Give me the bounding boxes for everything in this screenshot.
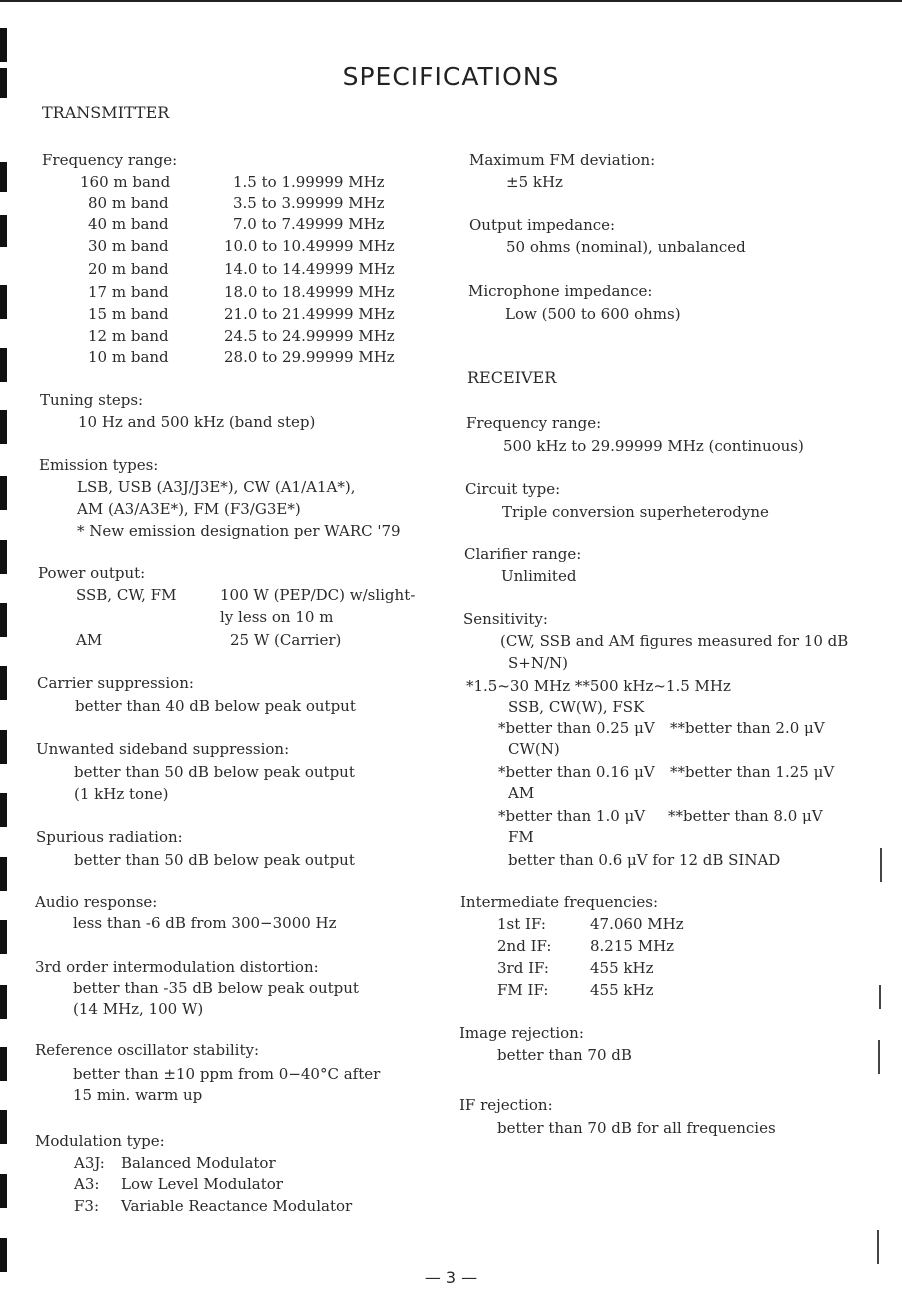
modulation-desc: Low Level Modulator — [121, 1175, 283, 1193]
mic-impedance-label: Microphone impedance: — [468, 282, 653, 300]
spurious-radiation-value: better than 50 dB below peak output — [74, 851, 355, 869]
clarifier-range-label: Clarifier range: — [464, 545, 582, 563]
band-range: 21.0 to 21.49999 MHz — [224, 305, 395, 323]
band-name: 30 m band — [88, 237, 169, 255]
if-rejection-value: better than 70 dB for all frequencies — [497, 1119, 776, 1137]
if-value: 455 kHz — [590, 959, 654, 977]
sensitivity-cwn-b: **better than 1.25 μV — [670, 763, 835, 781]
binder-mark — [0, 348, 7, 382]
binder-mark — [0, 215, 7, 247]
band-range: 10.0 to 10.49999 MHz — [224, 237, 395, 255]
power-output-label: Power output: — [38, 564, 146, 582]
tx-frequency-range-label: Frequency range: — [42, 151, 178, 169]
audio-response-value: less than -6 dB from 300−3000 Hz — [73, 914, 337, 932]
binder-mark — [0, 603, 7, 637]
band-name: 80 m band — [88, 194, 169, 212]
spurious-radiation-label: Spurious radiation: — [36, 828, 183, 846]
sensitivity-bands: *1.5~30 MHz **500 kHz~1.5 MHz — [466, 677, 731, 695]
power-output-mode-am: AM — [76, 631, 103, 649]
sensitivity-ssb-a: *better than 0.25 μV — [498, 719, 655, 737]
if-name: 1st IF: — [497, 915, 546, 933]
binder-mark — [0, 1110, 7, 1144]
binder-mark — [0, 730, 7, 764]
band-range: 3.5 to 3.99999 MHz — [233, 194, 385, 212]
tuning-steps-value: 10 Hz and 500 kHz (band step) — [78, 413, 316, 431]
band-name: 160 m band — [80, 173, 171, 191]
edge-mark — [880, 848, 882, 882]
output-impedance-value: 50 ohms (nominal), unbalanced — [506, 238, 746, 256]
sensitivity-label: Sensitivity: — [463, 610, 548, 628]
audio-response-label: Audio response: — [35, 893, 158, 911]
page-number: — 3 — — [424, 1268, 478, 1287]
modulation-desc: Variable Reactance Modulator — [121, 1197, 353, 1215]
binder-mark — [0, 920, 7, 954]
emission-types-line2: AM (A3/A3E*), FM (F3/G3E*) — [77, 500, 301, 518]
sensitivity-am-a: *better than 1.0 μV — [498, 807, 646, 825]
mic-impedance-value: Low (500 to 600 ohms) — [505, 305, 681, 323]
tuning-steps-label: Tuning steps: — [40, 391, 144, 409]
band-name: 40 m band — [88, 215, 169, 233]
if-name: 2nd IF: — [497, 937, 552, 955]
binder-mark — [0, 857, 7, 891]
sensitivity-note: (CW, SSB and AM figures measured for 10 dB — [500, 632, 849, 650]
top-rule — [0, 0, 902, 2]
band-name: 10 m band — [88, 348, 169, 366]
sensitivity-fm-label: FM — [508, 828, 534, 846]
binder-mark — [0, 985, 7, 1019]
sensitivity-cwn-label: CW(N) — [508, 740, 560, 758]
band-range: 28.0 to 29.99999 MHz — [224, 348, 395, 366]
imd-value: better than -35 dB below peak output — [73, 979, 359, 997]
band-name: 12 m band — [88, 327, 169, 345]
edge-mark — [877, 1230, 879, 1264]
max-fm-deviation-value: ±5 kHz — [506, 173, 563, 191]
if-rejection-label: IF rejection: — [459, 1096, 553, 1114]
band-name: 20 m band — [88, 260, 169, 278]
modulation-code: F3: — [74, 1197, 100, 1215]
unwanted-sideband-note: (1 kHz tone) — [74, 785, 169, 803]
power-output-value-ssb-cont: ly less on 10 m — [220, 608, 334, 626]
band-name: 17 m band — [88, 283, 169, 301]
if-value: 47.060 MHz — [590, 915, 684, 933]
power-output-mode-ssb: SSB, CW, FM — [76, 586, 177, 604]
binder-mark — [0, 476, 7, 510]
if-name: FM IF: — [497, 981, 549, 999]
image-rejection-label: Image rejection: — [459, 1024, 584, 1042]
circuit-type-value: Triple conversion superheterodyne — [502, 503, 769, 521]
emission-types-note: * New emission designation per WARC '79 — [77, 522, 401, 540]
page-title: SPECIFICATIONS — [342, 62, 560, 91]
sensitivity-ssb-b: **better than 2.0 μV — [670, 719, 825, 737]
receiver-heading: RECEIVER — [467, 368, 557, 387]
imd-note: (14 MHz, 100 W) — [73, 1000, 204, 1018]
modulation-code: A3: — [74, 1175, 100, 1193]
power-output-value-ssb: 100 W (PEP/DC) w/slight- — [220, 586, 416, 604]
modulation-type-label: Modulation type: — [35, 1132, 165, 1150]
ref-osc-label: Reference oscillator stability: — [35, 1041, 260, 1059]
sensitivity-note-cont: S+N/N) — [508, 654, 568, 672]
output-impedance-label: Output impedance: — [469, 216, 616, 234]
binder-mark — [0, 666, 7, 700]
binder-mark — [0, 162, 7, 192]
band-range: 1.5 to 1.99999 MHz — [233, 173, 385, 191]
edge-mark — [879, 985, 881, 1009]
ref-osc-line1: better than ±10 ppm from 0−40°C after — [73, 1065, 381, 1083]
sensitivity-ssb-label: SSB, CW(W), FSK — [508, 698, 645, 716]
binder-mark — [0, 1238, 7, 1272]
unwanted-sideband-value: better than 50 dB below peak output — [74, 763, 355, 781]
band-range: 14.0 to 14.49999 MHz — [224, 260, 395, 278]
clarifier-range-value: Unlimited — [501, 567, 577, 585]
band-name: 15 m band — [88, 305, 169, 323]
binder-mark — [0, 1047, 7, 1081]
edge-mark — [878, 1040, 880, 1074]
carrier-suppression-label: Carrier suppression: — [37, 674, 194, 692]
modulation-desc: Balanced Modulator — [121, 1154, 276, 1172]
sensitivity-cwn-a: *better than 0.16 μV — [498, 763, 655, 781]
binder-mark — [0, 285, 7, 319]
imd-label: 3rd order intermodulation distortion: — [35, 958, 319, 976]
transmitter-heading: TRANSMITTER — [42, 103, 170, 122]
circuit-type-label: Circuit type: — [465, 480, 561, 498]
binder-mark — [0, 793, 7, 827]
rx-frequency-range-label: Frequency range: — [466, 414, 602, 432]
sensitivity-am-label: AM — [508, 784, 535, 802]
band-range: 7.0 to 7.49999 MHz — [233, 215, 385, 233]
power-output-value-am: 25 W (Carrier) — [230, 631, 342, 649]
band-range: 18.0 to 18.49999 MHz — [224, 283, 395, 301]
if-value: 455 kHz — [590, 981, 654, 999]
band-range: 24.5 to 24.99999 MHz — [224, 327, 395, 345]
if-label: Intermediate frequencies: — [460, 893, 659, 911]
binder-mark — [0, 28, 7, 62]
image-rejection-value: better than 70 dB — [497, 1046, 632, 1064]
modulation-code: A3J: — [74, 1154, 105, 1172]
emission-types-line1: LSB, USB (A3J/J3E*), CW (A1/A1A*), — [77, 478, 356, 496]
binder-mark — [0, 410, 7, 444]
emission-types-label: Emission types: — [39, 456, 159, 474]
if-name: 3rd IF: — [497, 959, 549, 977]
rx-frequency-range-value: 500 kHz to 29.99999 MHz (continuous) — [503, 437, 804, 455]
binder-mark — [0, 540, 7, 574]
sensitivity-fm-value: better than 0.6 μV for 12 dB SINAD — [508, 851, 781, 869]
carrier-suppression-value: better than 40 dB below peak output — [75, 697, 356, 715]
if-value: 8.215 MHz — [590, 937, 675, 955]
ref-osc-line2: 15 min. warm up — [73, 1086, 203, 1104]
unwanted-sideband-label: Unwanted sideband suppression: — [36, 740, 290, 758]
max-fm-deviation-label: Maximum FM deviation: — [469, 151, 656, 169]
sensitivity-am-b: **better than 8.0 μV — [668, 807, 823, 825]
binder-mark — [0, 1174, 7, 1208]
